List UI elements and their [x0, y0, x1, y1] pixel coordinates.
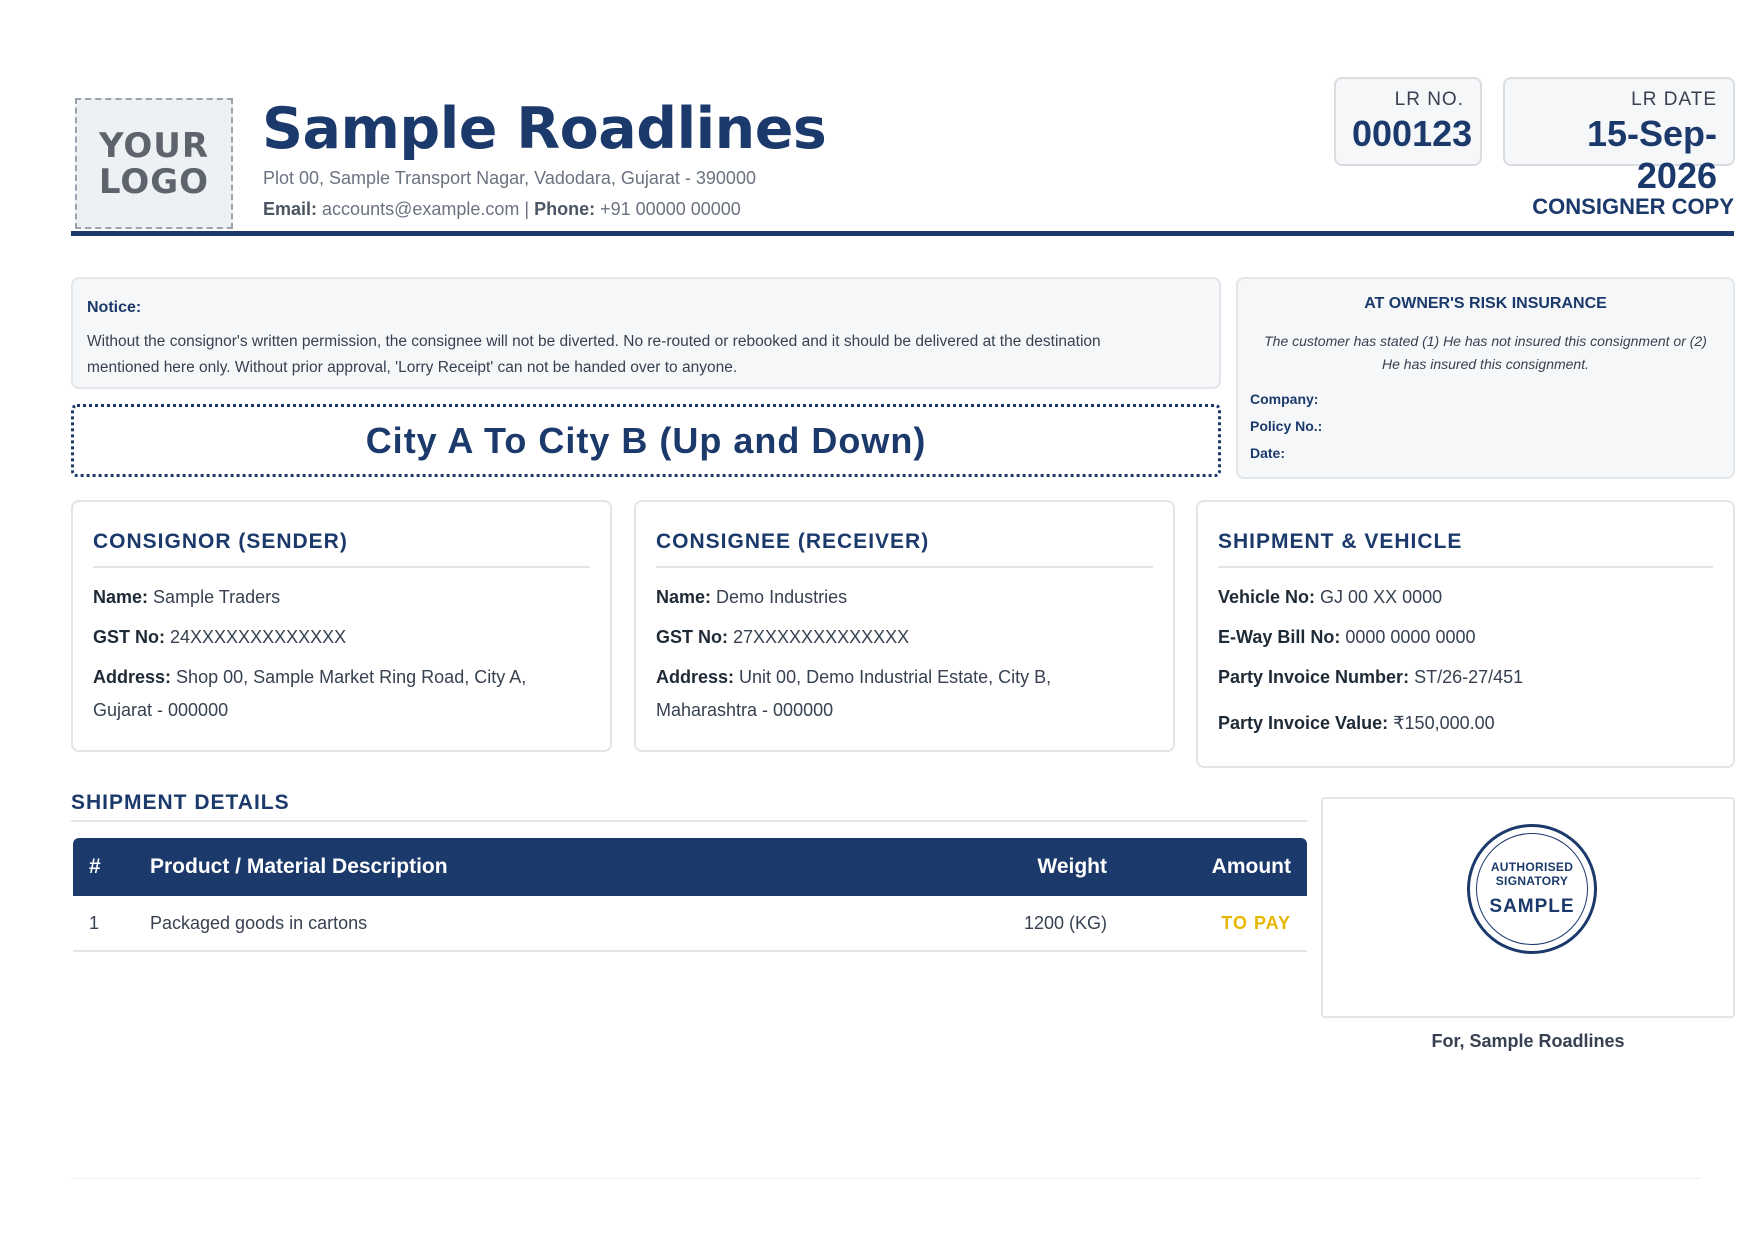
vehicle-row	[1218, 586, 1713, 608]
consignor-name-label: Name:	[93, 587, 149, 607]
logo-text-line2: LOGO	[98, 161, 210, 202]
consignee-gst-row	[656, 626, 1153, 648]
consignee-name-row	[656, 586, 1153, 608]
logo-placeholder	[75, 98, 233, 229]
signature-box	[1321, 797, 1735, 1018]
table-header	[73, 838, 1307, 896]
company-address: Plot 00, Sample Transport Nagar, Vadodara, Gujarat - 390000	[263, 168, 756, 188]
consignor-title: CONSIGNOR (SENDER)	[93, 530, 590, 568]
header-amount: Amount	[1211, 855, 1291, 878]
footer-divider	[71, 1178, 1701, 1179]
eway-row	[1218, 626, 1713, 648]
company-name: Sample Roadlines	[262, 96, 827, 162]
authorised-signatory-stamp	[1467, 824, 1597, 954]
shipment-details-title: SHIPMENT DETAILS	[71, 791, 290, 814]
table-row	[73, 896, 1307, 952]
consignee-name-label: Name:	[656, 587, 712, 607]
lr-date-label: LR DATE	[1631, 89, 1717, 110]
shipment-details-divider	[71, 820, 1307, 822]
consignor-gst-label: GST No:	[93, 627, 165, 647]
stamp-text-line-1: AUTHORISED	[1490, 860, 1574, 874]
notice-line-1: Without the consignor's written permission, the consignee will not be diverted. No re-routed or rebooked and it should be delivered at the destination	[87, 333, 1101, 350]
consignor-gst: 24XXXXXXXXXXXXX	[170, 627, 347, 647]
header-number: #	[89, 855, 101, 878]
eway-number: 0000 0000 0000	[1345, 627, 1476, 647]
insurance-text-line-2: He has insured this consignment.	[1382, 356, 1589, 372]
lr-number-label: LR NO.	[1394, 89, 1464, 110]
route-banner: City A To City B (Up and Down)	[71, 404, 1221, 477]
row-amount: TO PAY	[1221, 912, 1291, 933]
consignor-name-row	[93, 586, 590, 608]
lr-number-box	[1334, 77, 1482, 166]
logo-text-line1: YOUR	[98, 125, 210, 166]
invoice-number: ST/26-27/451	[1414, 667, 1524, 687]
vehicle-label: Vehicle No:	[1218, 587, 1316, 607]
header-weight: Weight	[1037, 855, 1107, 878]
phone-value: +91 00000 00000	[600, 199, 741, 219]
consignee-address-row	[656, 661, 1153, 727]
consignor-address-label: Address:	[93, 667, 172, 687]
consignor-name: Sample Traders	[153, 587, 281, 607]
insurance-box	[1236, 277, 1735, 479]
for-company-line: For, Sample Roadlines	[1431, 1031, 1625, 1051]
notice-text	[87, 329, 1205, 381]
row-number: 1	[89, 912, 100, 933]
consignee-gst-label: GST No:	[656, 627, 728, 647]
insurance-text-line-1: The customer has stated (1) He has not insured this consignment or (2)	[1264, 333, 1707, 349]
header-divider	[71, 231, 1734, 236]
invoice-value-label: Party Invoice Value:	[1218, 713, 1389, 733]
invoice-number-row	[1218, 666, 1713, 688]
consignor-address-row	[93, 661, 590, 727]
row-description: Packaged goods in cartons	[150, 912, 368, 933]
invoice-number-label: Party Invoice Number:	[1218, 667, 1410, 687]
email-label: Email:	[263, 199, 318, 219]
notice-title: Notice:	[87, 299, 142, 316]
consignor-address-line-1: Shop 00, Sample Market Ring Road, City A,	[176, 667, 527, 687]
lr-date-value: 15-Sep-2026	[1586, 113, 1717, 196]
insurance-text	[1250, 330, 1721, 376]
consignee-gst: 27XXXXXXXXXXXXX	[733, 627, 910, 647]
consignee-address-line-2: Maharashtra - 000000	[656, 700, 834, 720]
stamp-text-sample: SAMPLE	[1489, 896, 1575, 917]
vehicle-number: GJ 00 XX 0000	[1320, 587, 1443, 607]
insurance-date-label: Date:	[1250, 445, 1286, 461]
email-value: accounts@example.com	[322, 199, 520, 219]
consignor-card	[71, 500, 612, 752]
notice-line-2: mentioned here only. Without prior approval, 'Lorry Receipt' can not be handed over to anyone.	[87, 359, 738, 376]
contact-separator: |	[524, 199, 530, 219]
shipment-vehicle-title: SHIPMENT & VEHICLE	[1218, 530, 1713, 568]
invoice-value: ₹150,000.00	[1393, 713, 1495, 733]
consignee-title: CONSIGNEE (RECEIVER)	[656, 530, 1153, 568]
shipment-table	[73, 838, 1307, 952]
consignor-gst-row	[93, 626, 590, 648]
consignor-address-line-2: Gujarat - 000000	[93, 700, 229, 720]
company-contact	[263, 199, 741, 220]
insurance-policy-label: Policy No.:	[1250, 418, 1323, 434]
eway-label: E-Way Bill No:	[1218, 627, 1341, 647]
copy-label: CONSIGNER COPY	[1532, 194, 1734, 219]
consignee-card	[634, 500, 1175, 752]
shipment-vehicle-card	[1196, 500, 1735, 768]
consignee-address-label: Address:	[656, 667, 735, 687]
lr-date-box	[1503, 77, 1735, 196]
header-description: Product / Material Description	[150, 855, 448, 878]
stamp-inner-ring	[1476, 833, 1588, 945]
insurance-company-label: Company:	[1250, 391, 1319, 407]
stamp-text-line-2: SIGNATORY	[1495, 874, 1569, 888]
invoice-value-row	[1218, 712, 1713, 734]
row-weight: 1200 (KG)	[1023, 912, 1107, 933]
consignee-address-line-1: Unit 00, Demo Industrial Estate, City B,	[739, 667, 1052, 687]
notice-box	[71, 277, 1221, 389]
lr-number-value: 000123	[1352, 113, 1473, 154]
insurance-title: AT OWNER'S RISK INSURANCE	[1364, 295, 1607, 312]
consignee-name: Demo Industries	[716, 587, 848, 607]
phone-label: Phone:	[534, 199, 596, 219]
